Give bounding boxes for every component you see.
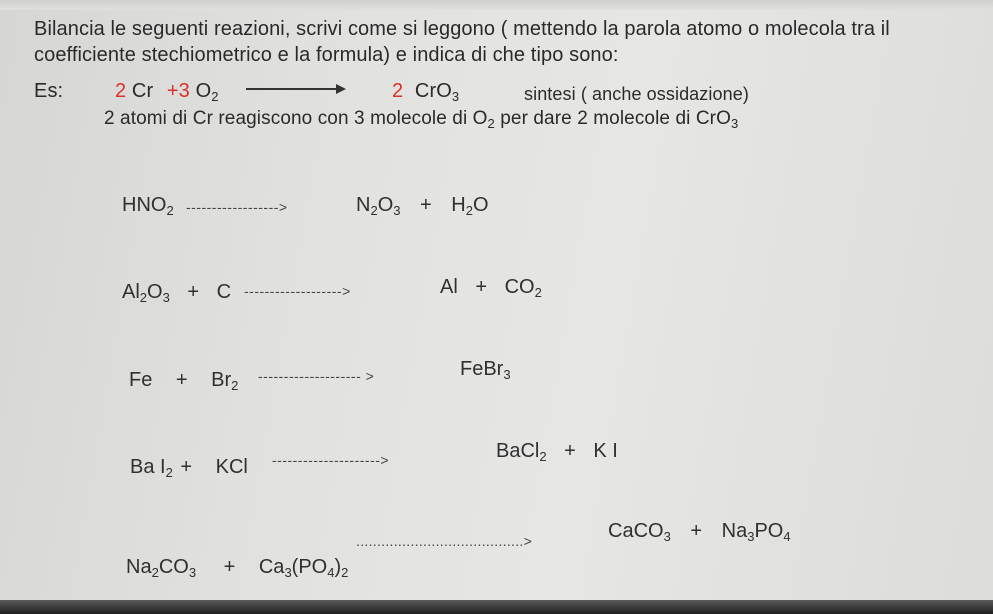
example-reading: 2 atomi di Cr reagiscono con 3 molecole di $O_2$ per dare 2 molecole di CrO$_3$ [104,108,739,131]
example-product [392,80,459,103]
formula-cro3: CrO$_3$ [414,80,460,104]
coef-2: 2 [115,80,127,102]
reaction-3-product: FeBr$_3$ [460,358,511,382]
instruction-line-2: coefficiente stechiometrico e la formula) e indica di che tipo sono: [34,44,619,66]
reaction-2-products: $Al + CO_2$ [440,276,542,300]
example-label: Es: [34,80,64,102]
reaction-5-products: CaCO$_3$ + $Na_3PO_4$ [608,520,791,544]
example-arrow-head [336,84,346,94]
reaction-3-arrow: -------------------- > [258,368,375,384]
example-arrow-line [246,88,338,90]
coef-3: 3 [178,80,190,102]
plus-sign: + [166,80,179,102]
reaction-5-arrow: ........................................> [356,533,533,549]
reaction-4-products: BaCl$_2$ + K I [496,440,618,464]
example-reactants [115,80,219,103]
formula-o2: $O_2$ [195,80,219,104]
example-reaction-type: sintesi ( anche ossidazione) [524,84,749,104]
reaction-1-arrow: ------------------> [186,199,288,215]
photo-bottom-edge [0,600,993,614]
coef-2-product: 2 [392,80,404,102]
reaction-2-arrow: -------------------> [244,283,351,299]
reaction-1-products: $N_2O_3 + H_2O$ [356,194,489,218]
reaction-3-reactants: $Fe + Br_2$ [129,369,239,393]
formula-cr: Cr [131,80,154,102]
photo-top-edge [0,0,993,10]
reaction-5-reactants: $Na_2CO_3 + Ca_3(PO_4)_2$ [126,556,349,580]
reaction-4-arrow: ---------------------> [272,452,390,468]
instruction-line-1: Bilancia le seguenti reazioni, scrivi come si leggono ( mettendo la parola atomo o molecola tra il [34,18,890,40]
reaction-1-reactant: $HNO_2$ [122,194,174,218]
reaction-4-reactants: Ba $I_2$ + KCl [130,456,248,480]
reaction-2-reactants: $Al_2O_3 + C$ [122,281,232,305]
